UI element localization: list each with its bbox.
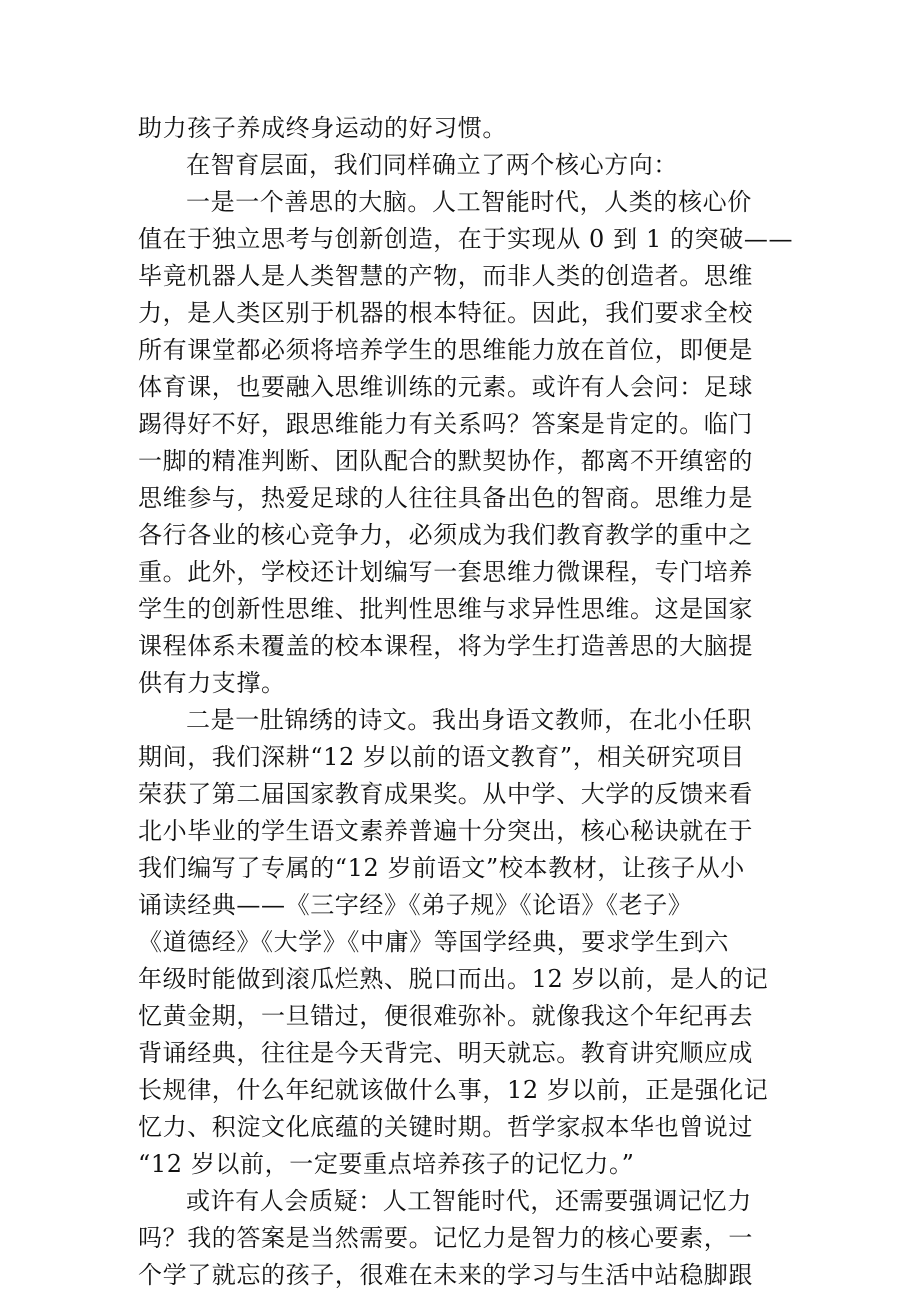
text-line: 长规律，什么年纪就该做什么事，12 岁以前，正是强化记 <box>138 1076 769 1104</box>
text-line: 背诵经典，往往是今天背完、明天就忘。教育讲究顺应成 <box>138 1039 753 1067</box>
text-line: 在智育层面，我们同样确立了两个核心方向： <box>186 151 678 179</box>
text-line: 学生的创新性思维、批判性思维与求异性思维。这是国家 <box>138 595 753 623</box>
text-line: 课程体系未覆盖的校本课程，将为学生打造善思的大脑提 <box>138 632 753 660</box>
text-line: 毕竟机器人是人类智慧的产物，而非人类的创造者。思维 <box>138 262 753 290</box>
text-line: 值在于独立思考与创新创造，在于实现从 0 到 1 的突破—— <box>138 225 794 253</box>
text-line: 忆力、积淀文化底蕴的关键时期。哲学家叔本华也曾说过 <box>138 1113 753 1141</box>
text-line: 诵读经典——《三字经》《弟子规》《论语》《老子》 <box>138 891 693 919</box>
text-line: 思维参与，热爱足球的人往往具备出色的智商。思维力是 <box>138 484 753 512</box>
text-line: 年级时能做到滚瓜烂熟、脱口而出。12 岁以前，是人的记 <box>138 965 769 993</box>
text-line: 期间，我们深耕“12 岁以前的语文教育”，相关研究项目 <box>138 743 745 771</box>
text-line: 一是一个善思的大脑。人工智能时代，人类的核心价 <box>186 188 752 216</box>
text-line: 重。此外，学校还计划编写一套思维力微课程，专门培养 <box>138 558 753 586</box>
text-line: “12 岁以前，一定要重点培养孩子的记忆力。” <box>138 1150 635 1178</box>
text-line: 吗？我的答案是当然需要。记忆力是智力的核心要素，一 <box>138 1224 753 1252</box>
text-line: 二是一肚锦绣的诗文。我出身语文教师，在北小任职 <box>186 706 752 734</box>
text-line: 我们编写了专属的“12 岁前语文”校本教材，让孩子从小 <box>138 854 745 882</box>
text-line: 荣获了第二届国家教育成果奖。从中学、大学的反馈来看 <box>138 780 753 808</box>
text-line: 供有力支撑。 <box>138 669 286 697</box>
text-line: 《道德经》《大学》《中庸》等国学经典，要求学生到六 <box>138 928 729 956</box>
text-line: 体育课，也要融入思维训练的元素。或许有人会问：足球 <box>138 373 753 401</box>
text-line: 所有课堂都必须将培养学生的思维能力放在首位，即便是 <box>138 336 753 364</box>
text-line: 或许有人会质疑：人工智能时代，还需要强调记忆力 <box>186 1187 752 1215</box>
body-text <box>138 110 794 1294</box>
text-line: 个学了就忘的孩子，很难在未来的学习与生活中站稳脚跟 <box>138 1261 753 1289</box>
text-line: 忆黄金期，一旦错过，便很难弥补。就像我这个年纪再去 <box>138 1002 753 1030</box>
text-line: 助力孩子养成终身运动的好习惯。 <box>138 114 507 142</box>
text-line: 各行各业的核心竞争力，必须成为我们教育教学的重中之 <box>138 521 753 549</box>
text-line: 力，是人类区别于机器的根本特征。因此，我们要求全校 <box>138 299 753 327</box>
text-line: 一脚的精准判断、团队配合的默契协作，都离不开缜密的 <box>138 447 753 475</box>
text-line: 北小毕业的学生语文素养普遍十分突出，核心秘诀就在于 <box>138 817 753 845</box>
text-line: 踢得好不好，跟思维能力有关系吗？答案是肯定的。临门 <box>138 410 753 438</box>
